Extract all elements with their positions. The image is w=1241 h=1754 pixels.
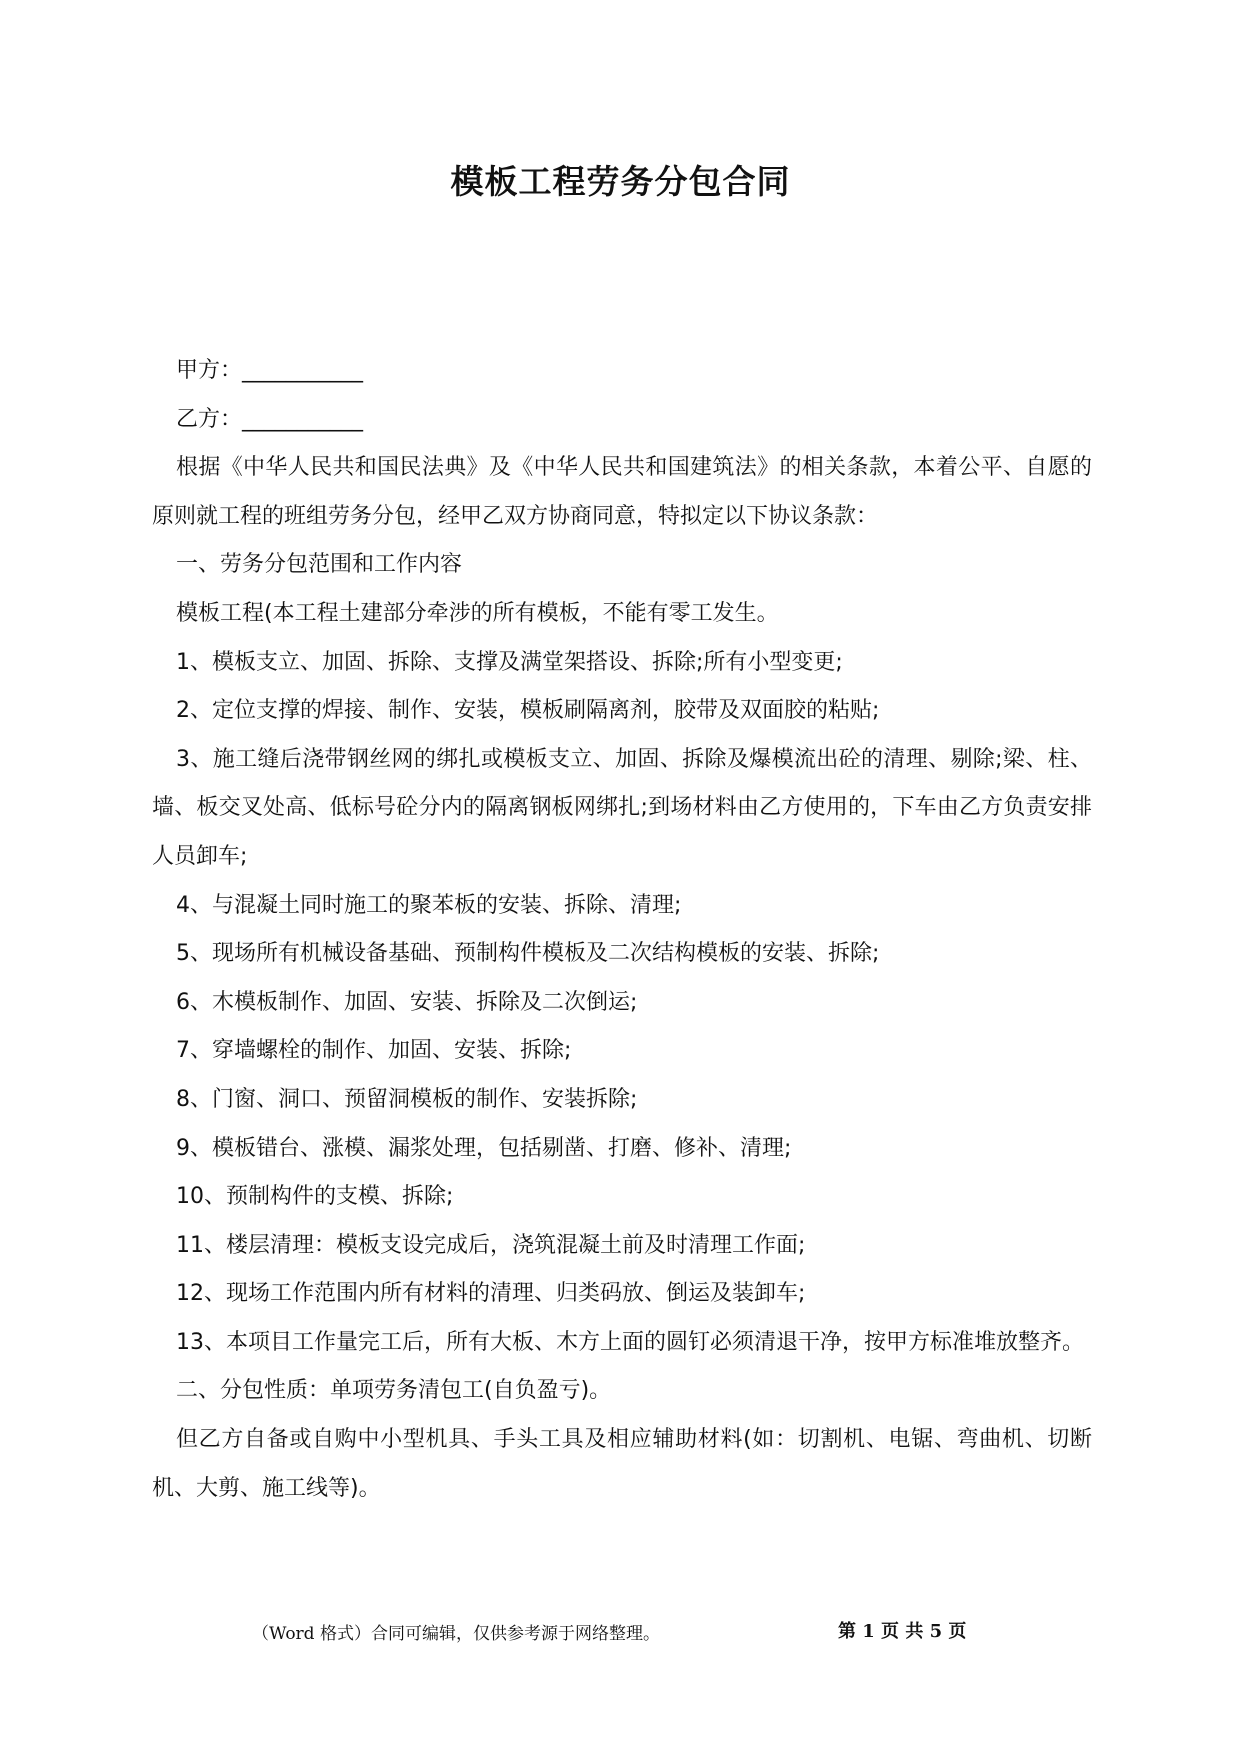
section-heading-nature: 二、分包性质：单项劳务清包工(自负盈亏)。 bbox=[176, 1378, 612, 1404]
scope-item-6: 6、木模板制作、加固、安装、拆除及二次倒运; bbox=[176, 989, 638, 1015]
scope-item-5: 5、现场所有机械设备基础、预制构件模板及二次结构模板的安装、拆除; bbox=[176, 941, 880, 967]
scope-item-9: 9、模板错台、涨模、漏浆处理，包括剔凿、打磨、修补、清理; bbox=[176, 1135, 792, 1161]
party-a-line: 甲方：___________ bbox=[176, 358, 364, 383]
scope-item-4: 4、与混凝土同时施工的聚苯板的安装、拆除、清理; bbox=[176, 892, 682, 918]
scope-item-12: 12、现场工作范围内所有材料的清理、归类码放、倒运及装卸车; bbox=[176, 1281, 806, 1307]
scope-paragraph: 模板工程(本工程土建部分牵涉的所有模板，不能有零工发生。 bbox=[176, 600, 779, 626]
scope-item-7: 7、穿墙螺栓的制作、加固、安装、拆除; bbox=[176, 1038, 572, 1064]
scope-item-13: 13、本项目工作量完工后，所有大板、木方上面的圆钉必须清退干净，按甲方标准堆放整齐。 bbox=[176, 1329, 1084, 1355]
nature-paragraph: 但乙方自备或自购中小型机具、手头工具及相应辅助材料(如：切割机、电锯、弯曲机、切断机、大剪、施工线等)。 bbox=[152, 1427, 1092, 1501]
preamble-paragraph: 根据《中华人民共和国民法典》及《中华人民共和国建筑法》的相关条款，本着公平、自愿的原则就工程的班组劳务分包，经甲乙双方协商同意，特拟定以下协议条款： bbox=[152, 455, 1092, 529]
document-title: 模板工程劳务分包合同 bbox=[450, 162, 791, 201]
page-indicator: 第 1 页 共 5 页 bbox=[838, 1621, 967, 1642]
scope-item-11: 11、楼层清理：模板支设完成后，浇筑混凝土前及时清理工作面; bbox=[176, 1232, 806, 1258]
scope-item-1: 1、模板支立、加固、拆除、支撑及满堂架搭设、拆除;所有小型变更; bbox=[176, 649, 843, 675]
party-b-line: 乙方：___________ bbox=[176, 406, 364, 432]
document-body bbox=[152, 347, 1092, 1513]
scope-item-2: 2、定位支撑的焊接、制作、安装，模板刷隔离剂，胶带及双面胶的粘贴; bbox=[176, 698, 880, 724]
scope-item-8: 8、门窗、洞口、预留洞模板的制作、安装拆除; bbox=[176, 1086, 638, 1112]
scope-item-3: 3、施工缝后浇带钢丝网的绑扎或模板支立、加固、拆除及爆模流出砼的清理、剔除;梁、柱、墙、板交叉处高、低标号砼分内的隔离钢板网绑扎;到场材料由乙方使用的，下车由乙方负责安排人员卸车; bbox=[152, 746, 1092, 869]
footer-note: （Word 格式）合同可编辑，仅供参考源于网络整理。 bbox=[252, 1624, 660, 1644]
scope-item-10: 10、预制构件的支模、拆除; bbox=[176, 1184, 454, 1210]
section-heading-scope: 一、劳务分包范围和工作内容 bbox=[176, 552, 463, 578]
